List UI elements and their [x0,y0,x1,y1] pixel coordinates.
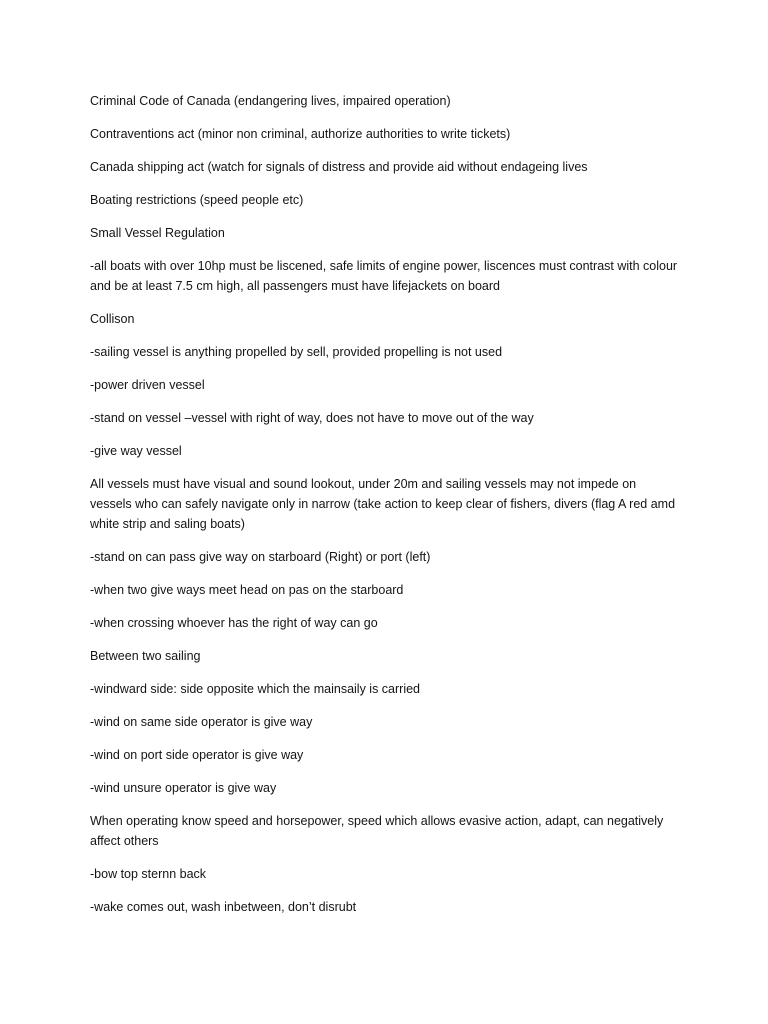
section-heading: Small Vessel Regulation [90,226,225,240]
paragraph: -bow top sternn back [90,867,207,881]
paragraph: -stand on vessel –vessel with right of way, does not have to move out of the way [90,411,534,425]
paragraph: -wind on port side operator is give way [90,748,304,762]
paragraph: All vessels must have visual and sound lookout, under 20m and sailing vessels may not impede on vessels who can safely navigate only in narrow (take action to keep clear of fishers, divers (flag A red amd white strip and saling boats) [90,477,676,531]
paragraph: Criminal Code of Canada (endangering lives, impaired operation) [90,94,451,108]
paragraph: Canada shipping act (watch for signals of distress and provide aid without endageing lives [90,160,588,174]
section-heading: Between two sailing [90,649,201,663]
paragraph: -when crossing whoever has the right of way can go [90,616,378,630]
paragraph: -windward side: side opposite which the mainsaily is carried [90,682,421,696]
section-heading: Collison [90,312,135,326]
paragraph: Contraventions act (minor non criminal, authorize authorities to write tickets) [90,127,511,141]
paragraph: When operating know speed and horsepower, speed which allows evasive action, adapt, can negatively affect others [90,814,664,848]
paragraph: -give way vessel [90,444,182,458]
paragraph: -wake comes out, wash inbetween, don’t disrubt [90,900,357,914]
paragraph: -sailing vessel is anything propelled by sell, provided propelling is not used [90,345,503,359]
paragraph: -power driven vessel [90,378,205,392]
paragraph: -all boats with over 10hp must be liscened, safe limits of engine power, liscences must contrast with colour and be at least 7.5 cm high, all passengers must have lifejackets on board [90,259,678,293]
paragraph: -wind on same side operator is give way [90,715,313,729]
paragraph: -wind unsure operator is give way [90,781,277,795]
paragraph: -stand on can pass give way on starboard (Right) or port (left) [90,550,431,564]
paragraph: Boating restrictions (speed people etc) [90,193,304,207]
paragraph: -when two give ways meet head on pas on the starboard [90,583,404,597]
document-body [90,91,680,930]
